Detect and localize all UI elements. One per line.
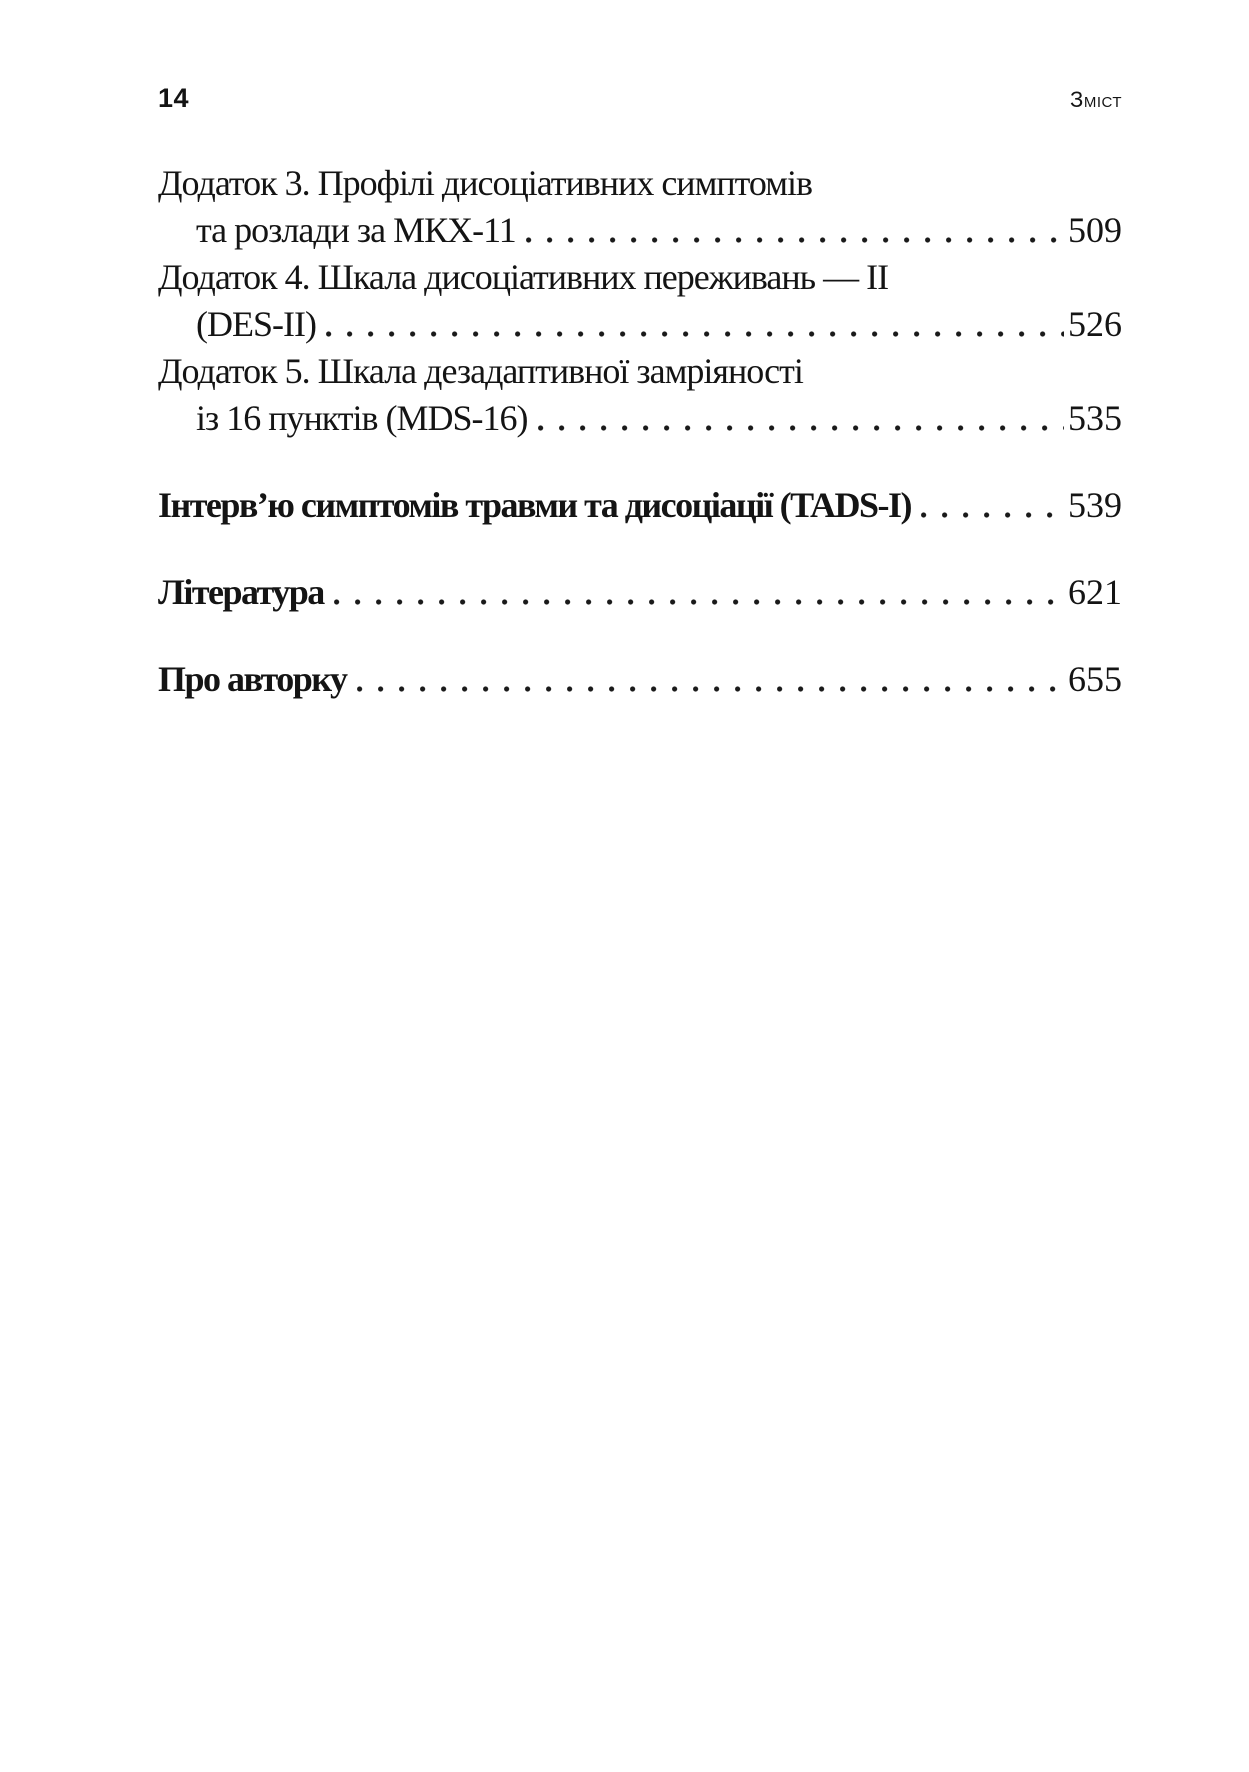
toc-entry-text: Інтерв’ю симптомів травми та дисоціації (TADS-I) (158, 485, 911, 525)
toc-entry-text: Додаток 5. Шкала дезадаптивної замріяності (158, 351, 803, 391)
page-header (158, 84, 1122, 114)
dot-leader (326, 331, 1064, 337)
toc-page-ref: 535 (1068, 398, 1122, 438)
toc-entry-text: Додаток 4. Шкала дисоціативних переживань — II (158, 257, 889, 297)
toc-line (158, 569, 1122, 616)
toc-entry-text: із 16 пунктів (MDS-16) (196, 398, 528, 438)
toc-page-ref: 526 (1068, 304, 1122, 344)
dot-leader (357, 686, 1064, 692)
folio-page-number: 14 (158, 83, 190, 113)
toc-line (158, 207, 1122, 254)
toc-entry-text: Додаток 3. Профілі дисоціативних симптомів (158, 163, 812, 203)
toc-line (158, 160, 1122, 207)
toc-line (158, 656, 1122, 703)
toc-page-ref: 655 (1068, 659, 1122, 699)
toc-entry-text: Про авторку (158, 659, 347, 699)
toc-page-ref: 509 (1068, 210, 1122, 250)
dot-leader (538, 425, 1065, 431)
running-head: Зміст (1070, 87, 1122, 112)
toc-line (158, 301, 1122, 348)
toc-entry-text: Література (158, 572, 324, 612)
toc-line (158, 348, 1122, 395)
dot-leader (334, 599, 1064, 605)
toc-entry-text: (DES-II) (196, 304, 316, 344)
book-page (158, 0, 1122, 703)
toc-page-ref: 621 (1068, 572, 1122, 612)
toc-line (158, 482, 1122, 529)
toc-page-ref: 539 (1068, 485, 1122, 525)
toc-entry-text: та розлади за МКХ-11 (196, 210, 516, 250)
dot-leader (526, 237, 1064, 243)
dot-leader (921, 512, 1064, 518)
toc-line (158, 395, 1122, 442)
toc-line (158, 254, 1122, 301)
table-of-contents (158, 160, 1122, 703)
